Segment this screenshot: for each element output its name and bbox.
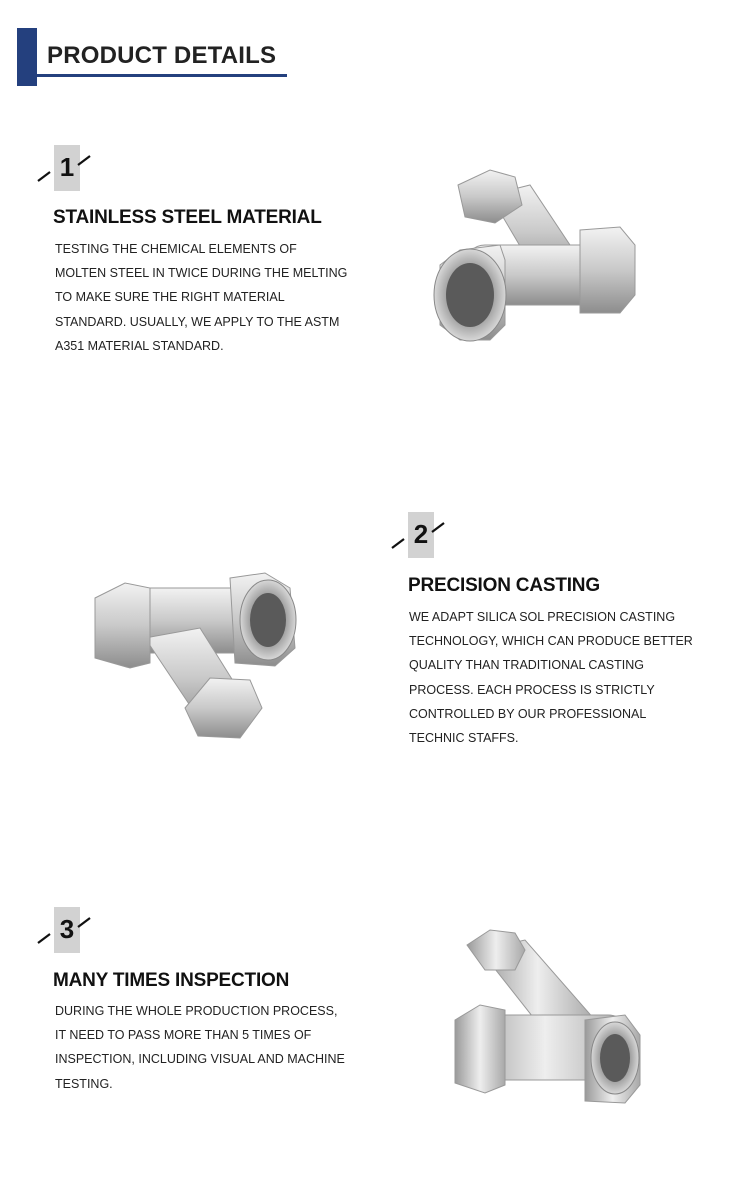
feature-description (55, 999, 345, 1096)
description-line: PROCESS. EACH PROCESS IS STRICTLY (409, 682, 655, 697)
description-line: TECHNIC STAFFS. (409, 731, 519, 746)
description-line: INSPECTION, INCLUDING VISUAL AND MACHINE (55, 1052, 345, 1067)
header-accent-bar (17, 28, 37, 86)
section-header (17, 28, 287, 86)
step-number: 1 (59, 152, 75, 182)
y-strainer-valve-icon (445, 925, 645, 1115)
description-line: CONTROLLED BY OUR PROFESSIONAL (409, 706, 647, 721)
step-number-badge (54, 907, 80, 953)
feature-heading: PRECISION CASTING (408, 575, 600, 596)
page-title: PRODUCT DETAILS (47, 42, 277, 69)
step-number-badge (54, 145, 80, 191)
feature-description (409, 605, 699, 750)
description-line: TECHNOLOGY, WHICH CAN PRODUCE BETTER (409, 634, 693, 649)
description-line: TESTING. (55, 1076, 113, 1091)
description-line: MOLTEN STEEL IN TWICE DURING THE MELTING (55, 266, 348, 281)
step-number-badge (408, 512, 434, 558)
feature-description (55, 237, 348, 358)
y-strainer-valve-icon (90, 568, 300, 748)
feature-heading: STAINLESS STEEL MATERIAL (53, 207, 322, 228)
step-number: 2 (413, 519, 429, 549)
description-line: DURING THE WHOLE PRODUCTION PROCESS, (55, 1004, 338, 1018)
description-line: TO MAKE SURE THE RIGHT MATERIAL (55, 290, 285, 305)
description-line: WE ADAPT SILICA SOL PRECISION CASTING (409, 610, 676, 624)
description-line: STANDARD. USUALLY, WE APPLY TO THE ASTM (55, 314, 340, 329)
description-line: IT NEED TO PASS MORE THAN 5 TIMES OF (55, 1028, 312, 1043)
step-number: 3 (59, 914, 75, 944)
description-line: A351 MATERIAL STANDARD. (55, 338, 224, 353)
description-line: QUALITY THAN TRADITIONAL CASTING (409, 658, 644, 673)
description-line: TESTING THE CHEMICAL ELEMENTS OF (55, 242, 297, 256)
feature-heading: MANY TIMES INSPECTION (53, 970, 290, 991)
y-strainer-valve-icon (430, 165, 640, 345)
header-underline (37, 74, 287, 77)
